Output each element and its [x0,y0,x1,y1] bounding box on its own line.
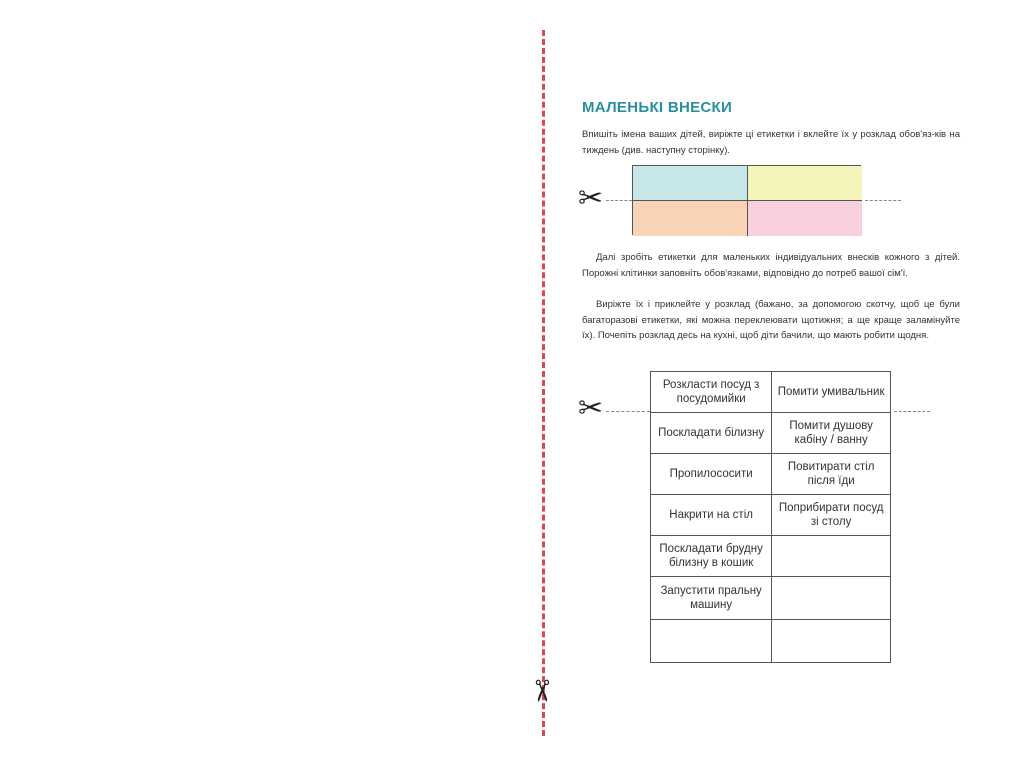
instruction-paragraph-2: Далі зробіть етикетки для маленьких індивідуальних внесків кожного з дітей. Порожні клітинки заповніть обов'язками, відповідно до потреб вашої сім'ї. [582,252,960,279]
chore-cell[interactable]: Запустити пральну машину [651,577,772,620]
chore-cell[interactable]: Накрити на стіл [651,495,772,536]
chores-table [650,371,891,663]
cut-guide-right [894,411,930,412]
vertical-cut-line [542,30,545,736]
scissors-icon: ✂ [578,391,604,426]
chore-cell-empty[interactable] [772,620,891,663]
chore-cell[interactable]: Поскладати брудну білизну в кошик [651,536,772,577]
chore-cell[interactable]: Пропилососити [651,454,772,495]
chore-cell-empty[interactable] [772,577,891,620]
cut-guide-right [865,200,901,201]
scissors-icon: ✂ [523,678,559,704]
name-label-orange[interactable] [633,201,748,236]
cut-guide-left [606,411,650,412]
name-labels-grid [632,165,861,235]
intro-paragraph: Впишіть імена ваших дітей, виріжте ці етикетки і вклейте їх у розклад обов'яз-ків на тиждень (див. наступну сторінку). [582,129,960,156]
name-label-pink[interactable] [748,201,862,236]
chore-cell[interactable]: Поскладати білизну [651,413,772,454]
instruction-paragraph-3: Виріжте їх і приклейте у розклад (бажано, за допомогою скотчу, щоб це були багаторазові етикетки, які можна переклеювати щотижня; а ще краще заламінуйте їх). Почепіть розклад десь на кухні, щоб діти бачили, що мають робити щодня. [582,299,960,341]
name-label-blue[interactable] [633,166,748,201]
chore-cell[interactable]: Помити умивальник [772,372,891,413]
chore-cell[interactable]: Повитирати стіл після їди [772,454,891,495]
name-label-yellow[interactable] [748,166,862,201]
chore-cell[interactable]: Розкласти посуд з посудомийки [651,372,772,413]
page-title: МАЛЕНЬКІ ВНЕСКИ [582,99,733,116]
chore-cell-empty[interactable] [772,536,891,577]
scissors-icon: ✂ [578,181,604,216]
chore-cell-empty[interactable] [651,620,772,663]
chore-cell[interactable]: Поприбирати посуд зі столу [772,495,891,536]
cut-guide-left [606,200,632,201]
chore-cell[interactable]: Помити душову кабіну / ванну [772,413,891,454]
